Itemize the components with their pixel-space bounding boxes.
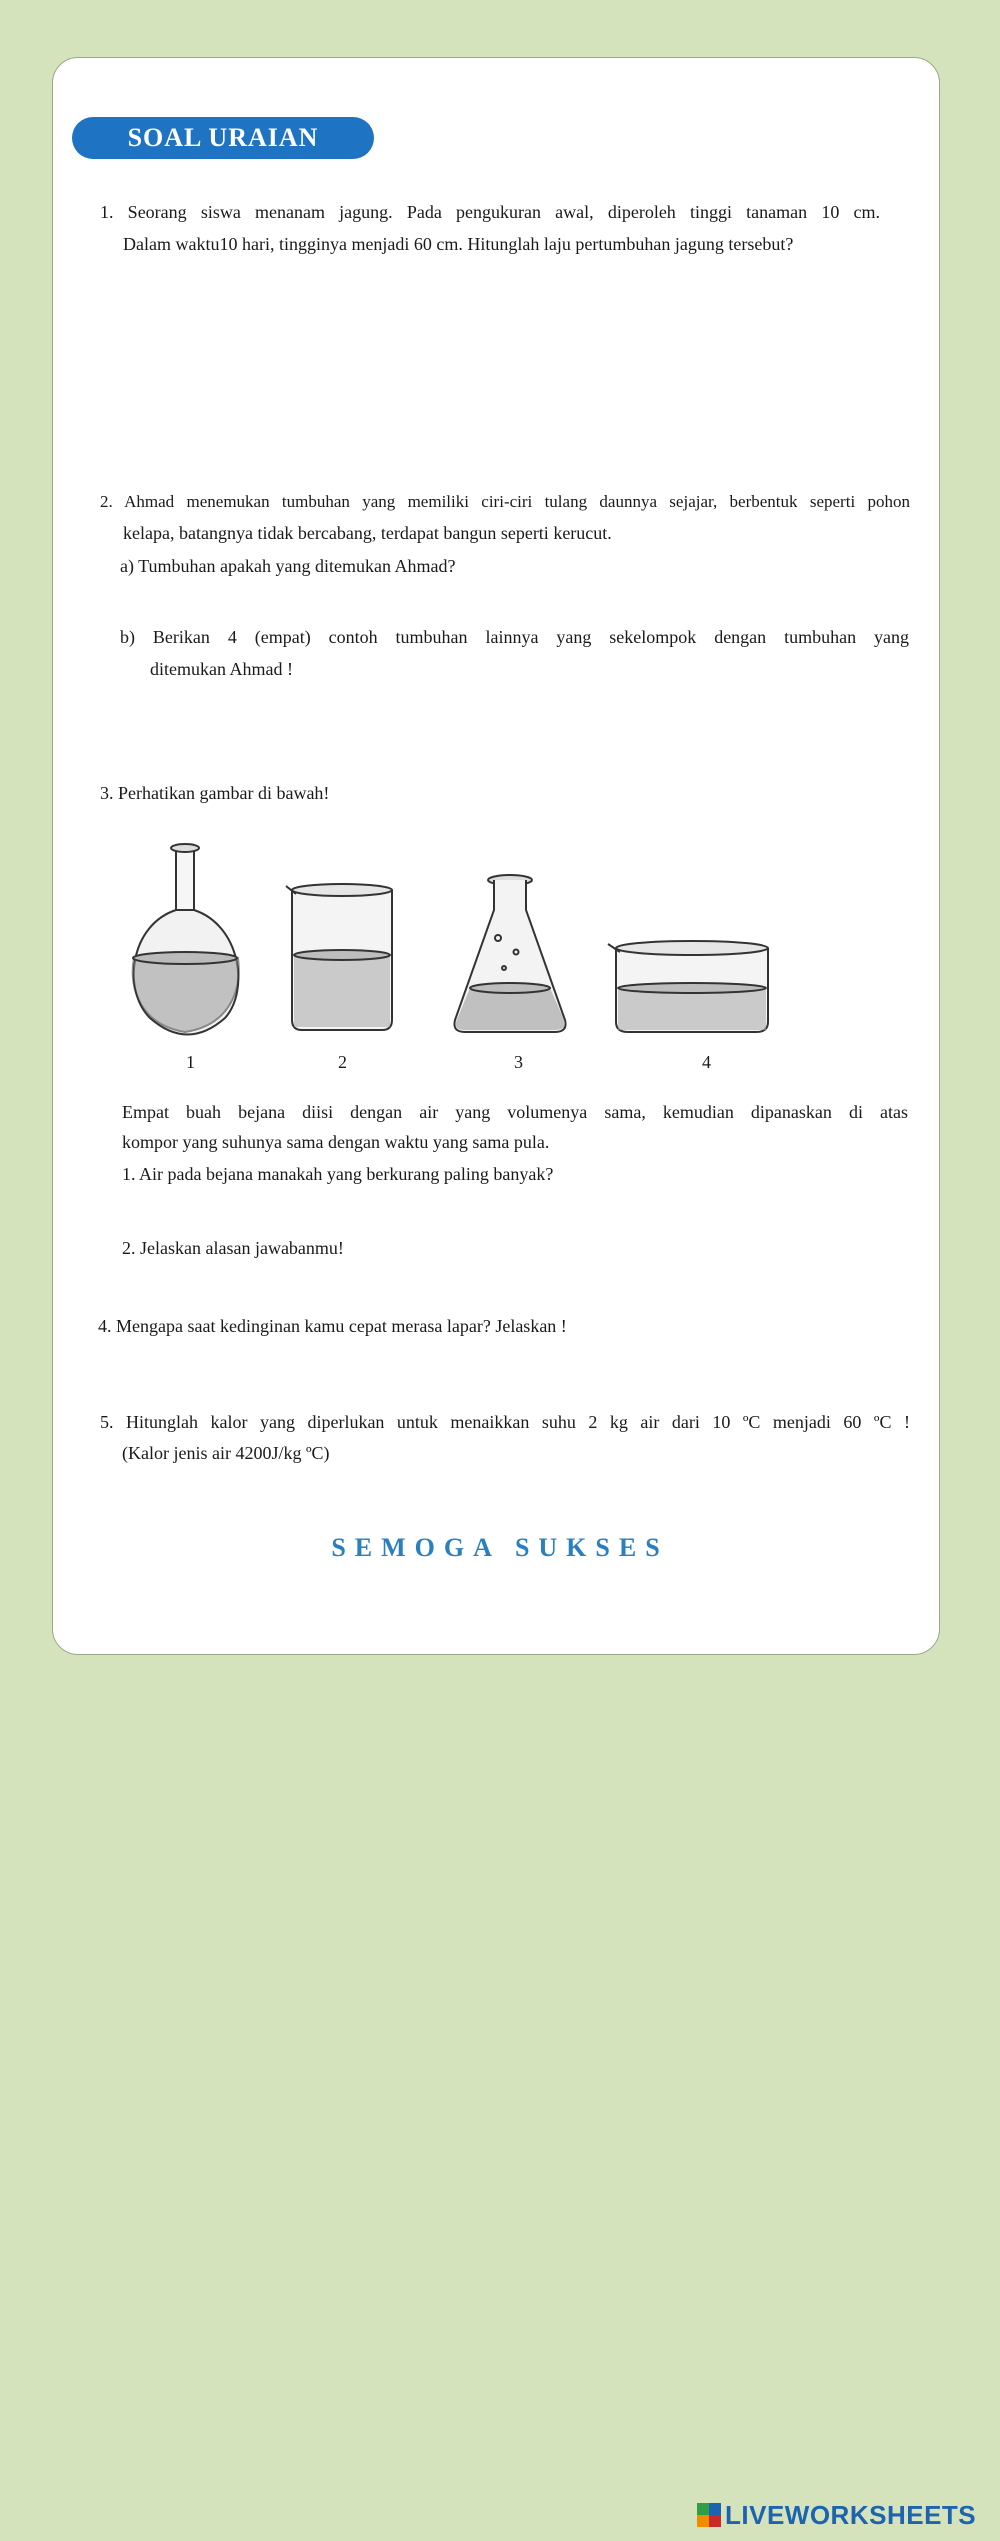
vessels-figure	[120, 840, 800, 1050]
q3-intro: 3. Perhatikan gambar di bawah!	[100, 783, 330, 803]
q1-line1: 1. Seorang siswa menanam jagung. Pada pengukuran awal, diperoleh tinggi tanaman 10 cm.	[100, 202, 880, 222]
q2-part-a: a) Tumbuhan apakah yang ditemukan Ahmad?	[120, 556, 456, 576]
q2-line1: 2. Ahmad menemukan tumbuhan yang memiliki ciri-ciri tulang daunnya sejajar, berbentuk seperti pohon	[100, 492, 910, 511]
q3-sub-1: 1. Air pada bejana manakah yang berkurang paling banyak?	[122, 1164, 554, 1184]
brand-text: LIVEWORKSHEETS	[725, 2499, 977, 2530]
q2-part-b-line1: b) Berikan 4 (empat) contoh tumbuhan lainnya yang sekelompok dengan tumbuhan yang	[120, 627, 909, 647]
q5-line1: 5. Hitunglah kalor yang diperlukan untuk menaikkan suhu 2 kg air dari 10 ºC menjadi 60 ºC !	[100, 1412, 910, 1432]
closing-message: SEMOGA SUKSES	[331, 1533, 669, 1562]
vessel-label-2: 2	[338, 1052, 347, 1072]
tall-beaker-image	[286, 884, 392, 1030]
vessel-label-3: 3	[514, 1052, 523, 1072]
vessel-label-1: 1	[186, 1052, 195, 1072]
q3-sub-2: 2. Jelaskan alasan jawabanmu!	[122, 1238, 344, 1258]
vessel-label-4: 4	[702, 1052, 711, 1072]
q4-text: 4. Mengapa saat kedinginan kamu cepat merasa lapar? Jelaskan !	[98, 1316, 567, 1336]
q1-line2: Dalam waktu10 hari, tingginya menjadi 60 cm. Hitunglah laju pertumbuhan jagung tersebut?	[123, 234, 794, 254]
wide-beaker-image	[608, 941, 768, 1032]
q2-line2: kelapa, batangnya tidak bercabang, terdapat bangun seperti kerucut.	[123, 523, 612, 543]
conical-flask-image	[454, 875, 565, 1032]
section-title: SOAL URAIAN	[72, 117, 374, 159]
liveworksheets-logo[interactable]	[697, 2500, 976, 2530]
q5-line2: (Kalor jenis air 4200J/kg ºC)	[122, 1443, 330, 1463]
round-flask-image	[133, 844, 239, 1035]
q2-part-b-line2: ditemukan Ahmad !	[150, 659, 293, 679]
q3-desc-line2: kompor yang suhunya sama dengan waktu yang sama pula.	[122, 1132, 550, 1152]
liveworksheets-icon	[697, 2503, 721, 2527]
q3-desc-line1: Empat buah bejana diisi dengan air yang volumenya sama, kemudian dipanaskan di atas	[122, 1102, 908, 1122]
